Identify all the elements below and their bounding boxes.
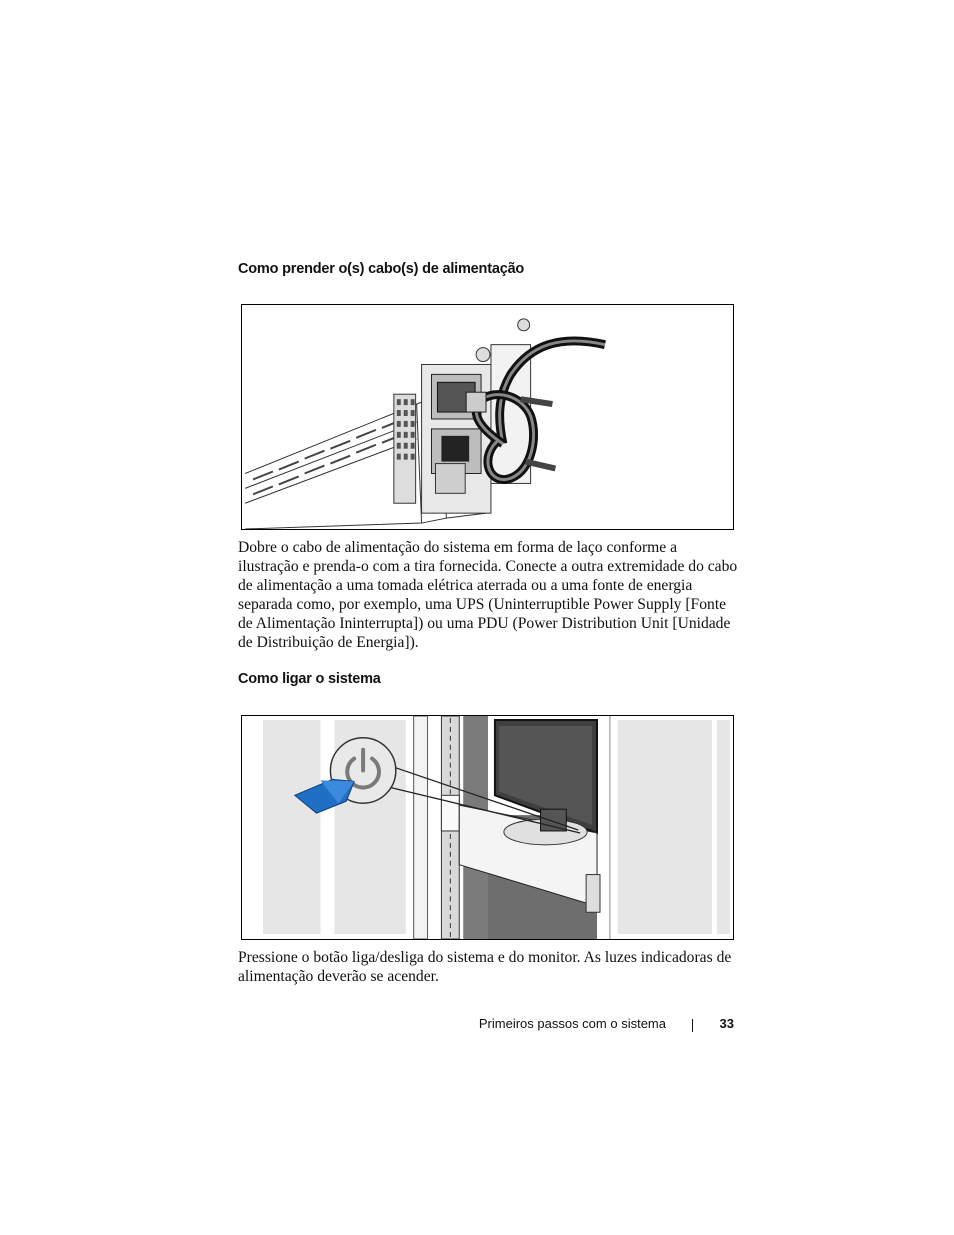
section-heading-power-on: Como ligar o sistema: [238, 671, 381, 687]
power-on-instructions: Pressione o botão liga/desliga do sistema e do monitor. As luzes indicadoras de alimentação deverão se acender.: [238, 949, 732, 985]
power-cable-loop-illustration: [241, 304, 734, 530]
section-heading-power-cables: Como prender o(s) cabo(s) de alimentação: [238, 261, 525, 277]
power-cable-instructions: Dobre o cabo de alimentação do sistema em forma de laço conforme a ilustração e prenda-o com a tira fornecida. Conecte a outra extremidade do cabo de alimentação a uma tomada elétrica aterrada ou a uma fonte de energia separada como, por exemplo, uma UPS (Uninterruptible Power Supply [Fonte de Alimentação Ininterrupta]) ou uma PDU (Power Distribution Unit [Unidade de Distribuição de Energia]).: [238, 539, 738, 651]
power-button-illustration: [241, 715, 734, 940]
footer-separator: [692, 1019, 693, 1032]
footer-title: Primeiros passos com o sistema: [478, 1016, 666, 1031]
page-footer: [238, 1016, 734, 1036]
page-number: 33: [719, 1016, 734, 1031]
